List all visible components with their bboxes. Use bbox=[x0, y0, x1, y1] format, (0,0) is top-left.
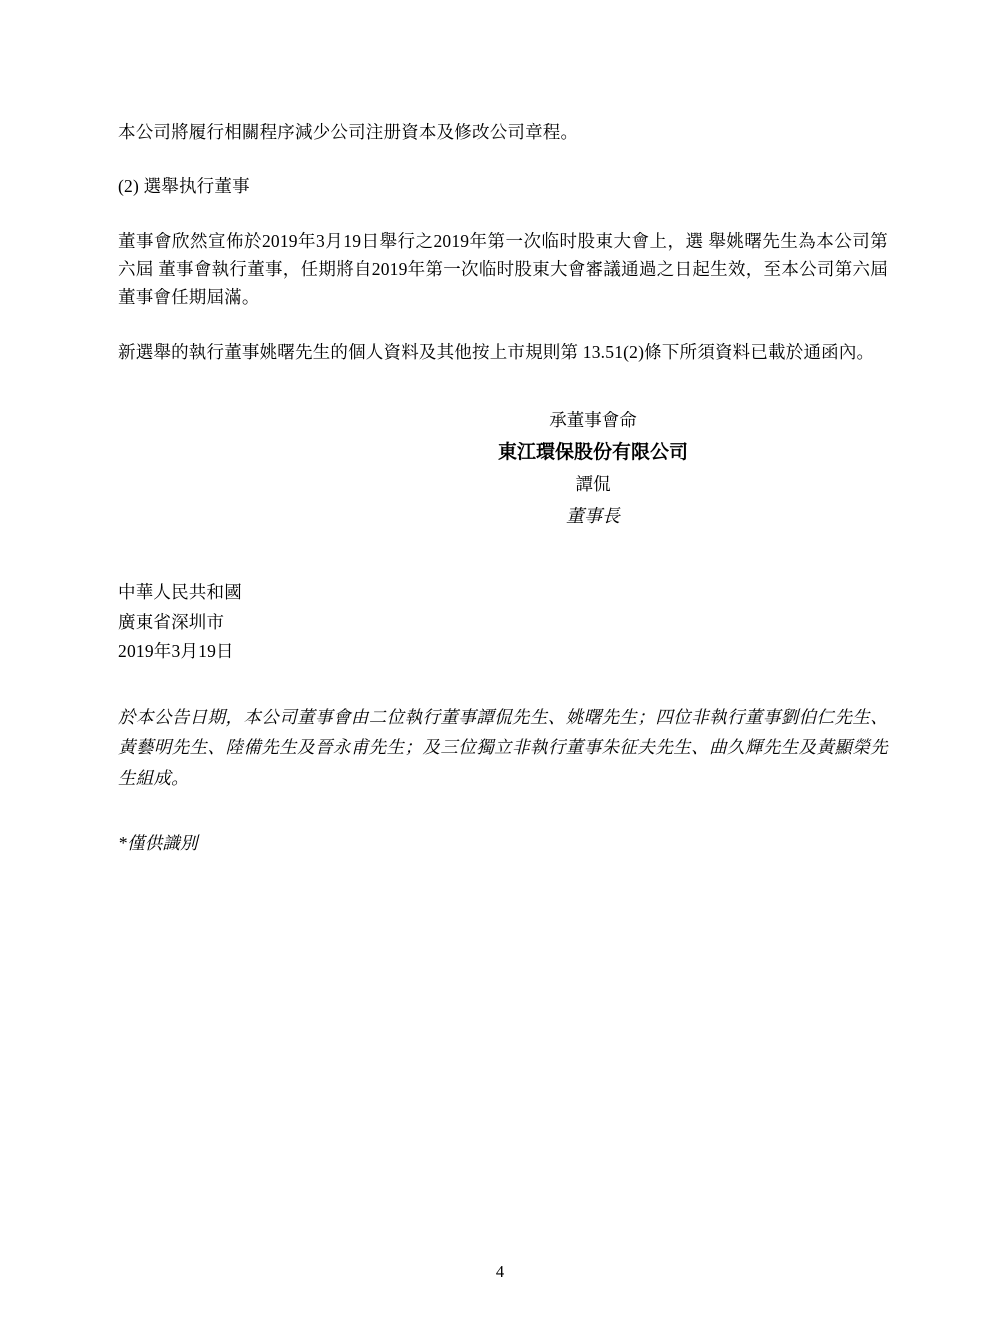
document-date: 2019年3月19日 bbox=[118, 640, 234, 661]
spacer bbox=[118, 201, 888, 227]
address-country: 中華人民共和國 bbox=[118, 582, 242, 603]
page-number: 4 bbox=[495, 1262, 505, 1281]
paragraph-director-details: 新選舉的執行董事姚曙先生的個人資料及其他按上市規則第 13.51(2)條下所須資料已載於通函內。 bbox=[118, 341, 875, 362]
paragraph-election-announcement: 董事會欣然宣佈於2019年3月19日舉行之2019年第一次临时股東大會上，選 舉姚曙先生為本公司第六屆 董事會執行董事，任期將自2019年第一次临时股東大會審議通過之日起生效，至本公司第六屆董事會任期屆滿。 bbox=[118, 230, 888, 308]
signatory-name: 譚侃 bbox=[575, 474, 611, 494]
paragraph-capital-reduction: 本公司將履行相關程序減少公司注册資本及修改公司章程。 bbox=[118, 122, 579, 142]
section-heading-election: (2) 選舉执行董事 bbox=[118, 176, 250, 197]
identification-footnote: *僅供識別 bbox=[118, 832, 198, 853]
signatory-title: 董事長 bbox=[566, 505, 620, 526]
spacer bbox=[118, 146, 888, 172]
spacer bbox=[118, 793, 888, 829]
signature-block bbox=[118, 406, 888, 532]
spacer bbox=[118, 666, 888, 702]
company-name: 東江環保股份有限公司 bbox=[497, 441, 688, 463]
spacer bbox=[118, 312, 888, 338]
address-block bbox=[118, 578, 888, 666]
document-body bbox=[118, 118, 888, 857]
spacer bbox=[118, 532, 888, 578]
by-order-of-board: 承董事會命 bbox=[549, 410, 637, 431]
board-composition-note: 於本公告日期，本公司董事會由二位執行董事譚侃先生、姚曙先生；四位非執行董事劉伯仁先生、黃藝明先生、陸備先生及晉永甫先生；及三位獨立非執行董事朱征夫先生、曲久輝先生及黃顯榮先生組成。 bbox=[118, 707, 888, 788]
address-city: 廣東省深圳市 bbox=[118, 611, 225, 632]
